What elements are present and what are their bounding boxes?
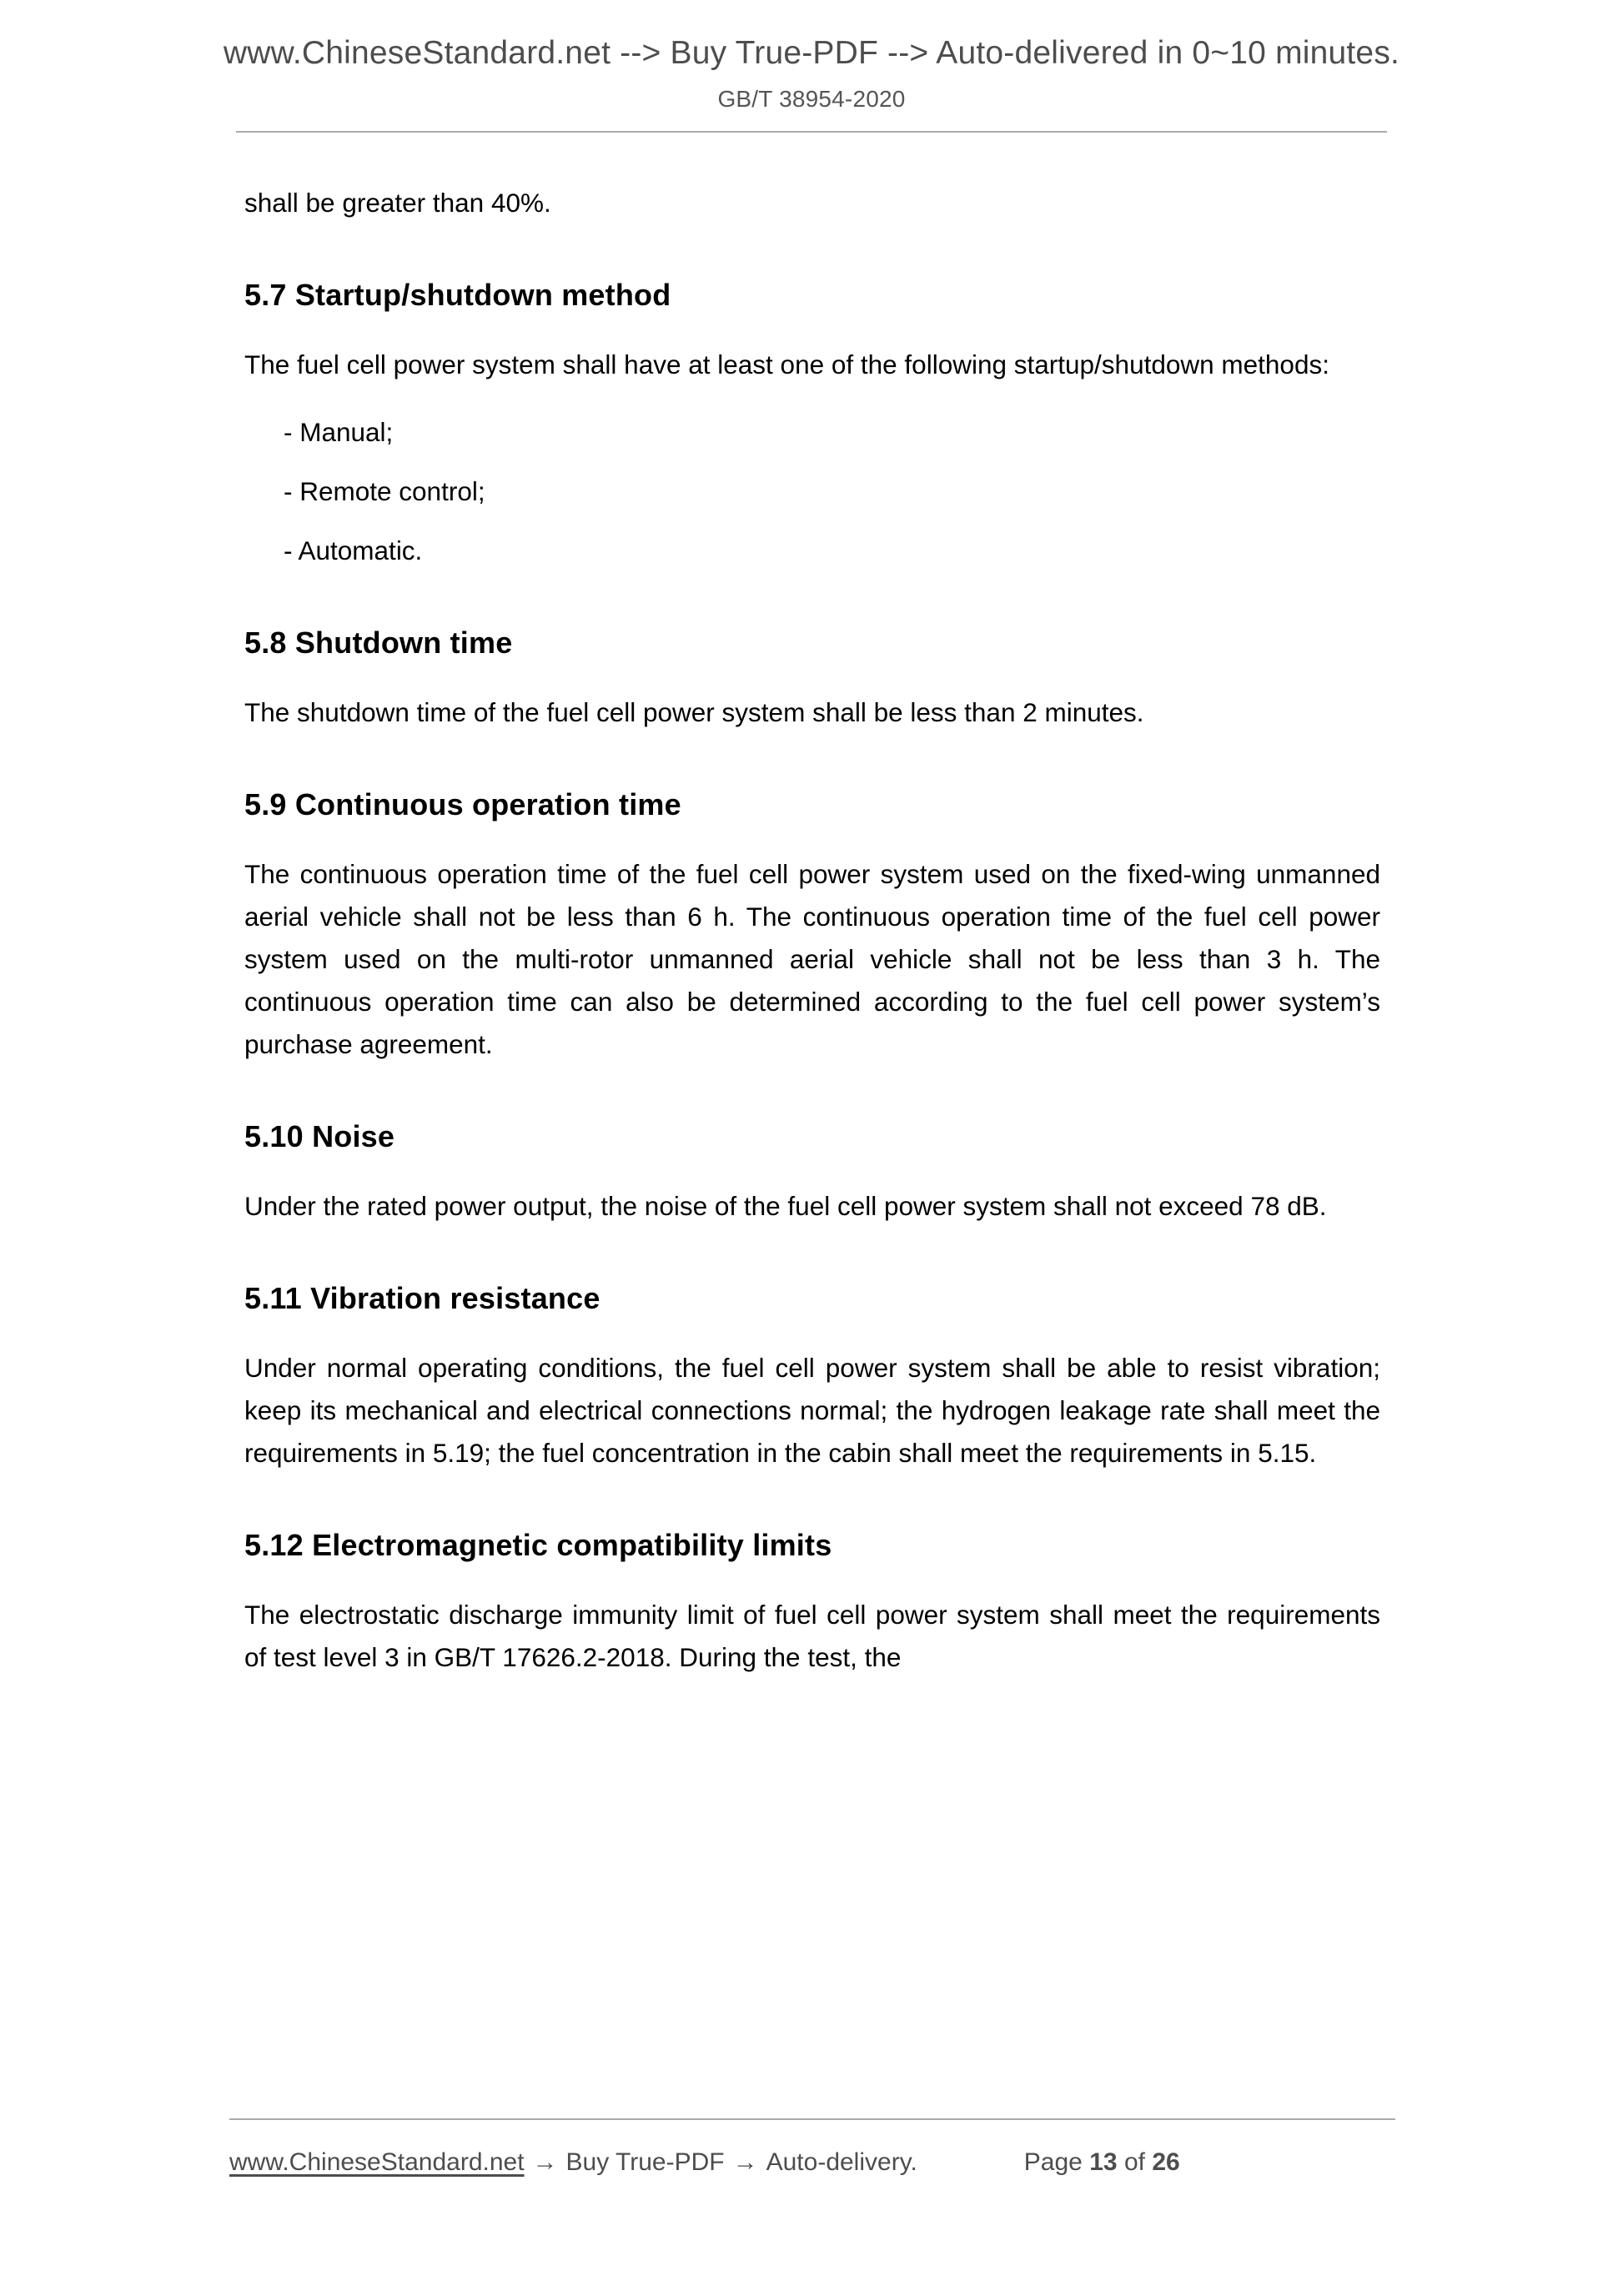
- page-header: [0, 0, 1623, 133]
- spacer: [244, 572, 1380, 624]
- section-heading-5-8: 5.8 Shutdown time: [244, 625, 513, 660]
- spacer: [244, 662, 1380, 691]
- continued-paragraph: shall be greater than 40%.: [244, 188, 551, 218]
- promo-banner: www.ChineseStandard.net --> Buy True-PDF --> Auto-delivered in 0~10 minutes.: [223, 35, 1400, 71]
- standard-number: GB/T 38954-2020: [717, 85, 906, 112]
- spacer: [244, 224, 1380, 276]
- page-total: 26: [1152, 2148, 1180, 2176]
- spacer: [244, 1475, 1380, 1526]
- header-divider: [236, 131, 1387, 133]
- section-5-9-body: The continuous operation time of the fuel cell power system used on the fixed-wing unmanned aerial vehicle shall not be less than 6 h. The continuous operation time of the fuel cell power system used on the multi-rotor unmanned aerial vehicle shall not be less than 3 h. The continuous operation time can also be determined according to the fuel cell power system’s purchase agreement.: [244, 859, 1380, 1059]
- document-body: [244, 182, 1380, 1679]
- list-item: - Automatic.: [284, 535, 423, 565]
- spacer: [244, 824, 1380, 853]
- list-item: - Manual;: [284, 417, 394, 447]
- footer-delivery-label: Auto-delivery.: [766, 2148, 917, 2176]
- arrow-right-icon: →: [732, 2148, 758, 2176]
- startup-shutdown-method-list: [244, 411, 1380, 572]
- spacer: [244, 314, 1380, 344]
- footer-site-link[interactable]: www.ChineseStandard.net: [229, 2148, 525, 2176]
- of-label: of: [1123, 2148, 1145, 2176]
- section-heading-5-9: 5.9 Continuous operation time: [244, 787, 681, 821]
- section-heading-5-11: 5.11 Vibration resistance: [244, 1281, 600, 1315]
- section-heading-5-7: 5.7 Startup/shutdown method: [244, 278, 671, 312]
- section-5-11-body: Under normal operating conditions, the fuel cell power system shall be able to resist vibration; keep its mechanical and electrical connections normal; the hydrogen leakage rate shall meet the requirements in 5.19; the fuel concentration in the cabin shall meet the requirements in 5.15.: [244, 1353, 1380, 1468]
- arrow-right-icon: →: [532, 2148, 558, 2176]
- page-label: Page: [1023, 2148, 1083, 2176]
- footer-divider: [229, 2118, 1395, 2120]
- page-number: 13: [1089, 2148, 1118, 2176]
- footer-buy-label: Buy True-PDF: [565, 2148, 725, 2176]
- footer-row: [229, 2148, 1395, 2177]
- spacer: [244, 1066, 1380, 1118]
- page-indicator: [1024, 2148, 1180, 2177]
- section-5-10-body: Under the rated power output, the noise of the fuel cell power system shall not exceed 78 dB.: [244, 1191, 1327, 1221]
- spacer: [244, 1156, 1380, 1185]
- spacer: [244, 386, 1380, 411]
- section-5-7-intro: The fuel cell power system shall have at least one of the following startup/shutdown methods:: [244, 349, 1329, 379]
- section-5-8-body: The shutdown time of the fuel cell power system shall be less than 2 minutes.: [244, 697, 1144, 727]
- list-item: - Remote control;: [284, 476, 485, 506]
- page-footer: [229, 2118, 1395, 2177]
- spacer: [244, 1228, 1380, 1279]
- spacer: [244, 734, 1380, 786]
- spacer: [244, 1565, 1380, 1594]
- section-heading-5-10: 5.10 Noise: [244, 1119, 395, 1153]
- section-heading-5-12: 5.12 Electromagnetic compatibility limits: [244, 1528, 832, 1562]
- spacer: [244, 1318, 1380, 1347]
- section-5-12-body: The electrostatic discharge immunity limit of fuel cell power system shall meet the requirements of test level 3 in GB/T 17626.2-2018. During the test, the: [244, 1600, 1380, 1672]
